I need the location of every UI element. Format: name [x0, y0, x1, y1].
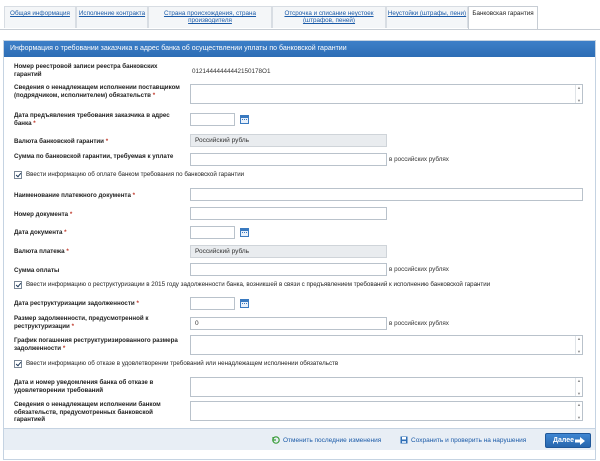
- undo-icon: [272, 436, 280, 444]
- payment-currency-field: Российский рубль: [190, 245, 387, 258]
- calendar-icon[interactable]: [240, 299, 249, 308]
- refusal-notice-textarea[interactable]: [190, 377, 583, 397]
- tab-penalties[interactable]: Неустойки (штрафы, пени): [386, 6, 468, 28]
- tab-general[interactable]: Общая информация: [4, 6, 76, 28]
- bank-obligations-textarea[interactable]: [190, 401, 583, 421]
- save-icon: [400, 436, 408, 444]
- doc-date-label: Дата документа *: [14, 229, 67, 236]
- improper-execution-textarea[interactable]: [190, 84, 583, 104]
- payment-doc-name-label: Наименование платежного документа *: [14, 192, 136, 199]
- demand-date-label: Дата предъявления требования заказчика в адрес банка *: [14, 112, 170, 127]
- registry-number-label: Номер реестровой записи реестра банковских гарантий: [14, 63, 158, 78]
- restructure-amount-unit: в российских рублях: [389, 320, 449, 327]
- restructure-schedule-textarea[interactable]: [190, 335, 583, 355]
- textarea-scrollbar[interactable]: ▲ ▼: [577, 378, 581, 396]
- restructure-date-input[interactable]: [190, 297, 235, 310]
- calendar-icon[interactable]: [240, 115, 249, 124]
- refusal-notice-label: Дата и номер уведомления банка об отказе в удовлетворении требований: [14, 379, 154, 394]
- tab-execution[interactable]: Исполнение контракта: [76, 6, 148, 28]
- next-button[interactable]: Далее: [545, 433, 591, 448]
- improper-execution-label: Сведения о ненадлежащем исполнении поставщиком (подрядчиком, исполнителем) обязательств *: [14, 84, 180, 99]
- textarea-scrollbar[interactable]: ▲ ▼: [577, 85, 581, 103]
- tab-divider: [0, 29, 600, 30]
- payment-info-check-label: Ввести информацию об оплате банком требования по банковской гарантии: [26, 171, 245, 178]
- guarantee-amount-label: Сумма по банковской гарантии, требуемая к уплате: [14, 153, 174, 160]
- restructure-info-checkbox[interactable]: [14, 281, 22, 289]
- doc-number-input[interactable]: [190, 207, 387, 220]
- restructure-schedule-label: График погашения реструктуризированного размера задолженности *: [14, 337, 178, 352]
- payment-doc-name-input[interactable]: [190, 188, 583, 201]
- save-and-check-link[interactable]: Сохранить и проверить на нарушения: [411, 437, 527, 444]
- restructure-amount-label: Размер задолженности, предусмотренной к реструктуризации *: [14, 315, 149, 330]
- textarea-scrollbar[interactable]: ▲ ▼: [577, 336, 581, 354]
- refusal-info-check-label: Ввести информацию об отказе в удовлетворении требований или ненадлежащем исполнении обязательств: [26, 360, 339, 367]
- guarantee-amount-unit: в российских рублях: [389, 156, 449, 163]
- textarea-scrollbar[interactable]: ▲ ▼: [577, 402, 581, 420]
- tab-country[interactable]: Страна происхождения, страна производителя: [148, 6, 272, 28]
- doc-number-label: Номер документа *: [14, 211, 73, 218]
- guarantee-amount-input[interactable]: [190, 153, 387, 166]
- tab-bank-guarantee[interactable]: Банковская гарантия: [468, 6, 538, 30]
- guarantee-currency-label: Валюта банковской гарантии *: [14, 138, 109, 145]
- payment-currency-label: Валюта платежа *: [14, 248, 69, 255]
- cancel-changes-link[interactable]: Отменить последние изменения: [283, 437, 382, 444]
- calendar-icon[interactable]: [240, 228, 249, 237]
- section-title: Информация о требовании заказчика в адрес банка об осуществлении уплаты по банковской гарантии: [4, 41, 595, 57]
- registry-number-value: 01214444444442150178О1: [192, 68, 271, 75]
- doc-date-input[interactable]: [190, 226, 235, 239]
- payment-amount-label: Сумма оплаты: [14, 267, 60, 274]
- tab-deferral[interactable]: Отсрочка и списание неустоек (штрафов, пеней): [272, 6, 386, 28]
- payment-amount-input[interactable]: [190, 263, 387, 276]
- arrow-right-icon: [575, 437, 585, 445]
- bank-obligations-label: Сведения о ненадлежащем исполнении банком обязательств, предусмотренных банковской гарантией: [14, 401, 161, 423]
- demand-date-input[interactable]: [190, 113, 235, 126]
- payment-amount-unit: в российских рублях: [389, 266, 449, 273]
- tab-bar: [0, 6, 600, 30]
- restructure-date-label: Дата реструктуризации задолженности *: [14, 300, 139, 307]
- restructure-amount-input[interactable]: 0: [190, 317, 387, 330]
- footer-bar: [4, 428, 595, 450]
- refusal-info-checkbox[interactable]: [14, 360, 22, 368]
- payment-info-checkbox[interactable]: [14, 171, 22, 179]
- restructure-info-check-label: Ввести информацию о реструктуризации в 2015 году задолженности банка, возникшей в связи с предъявлением требований к исполнению банковской гарантии: [26, 281, 491, 288]
- guarantee-currency-field: Российский рубль: [190, 134, 387, 147]
